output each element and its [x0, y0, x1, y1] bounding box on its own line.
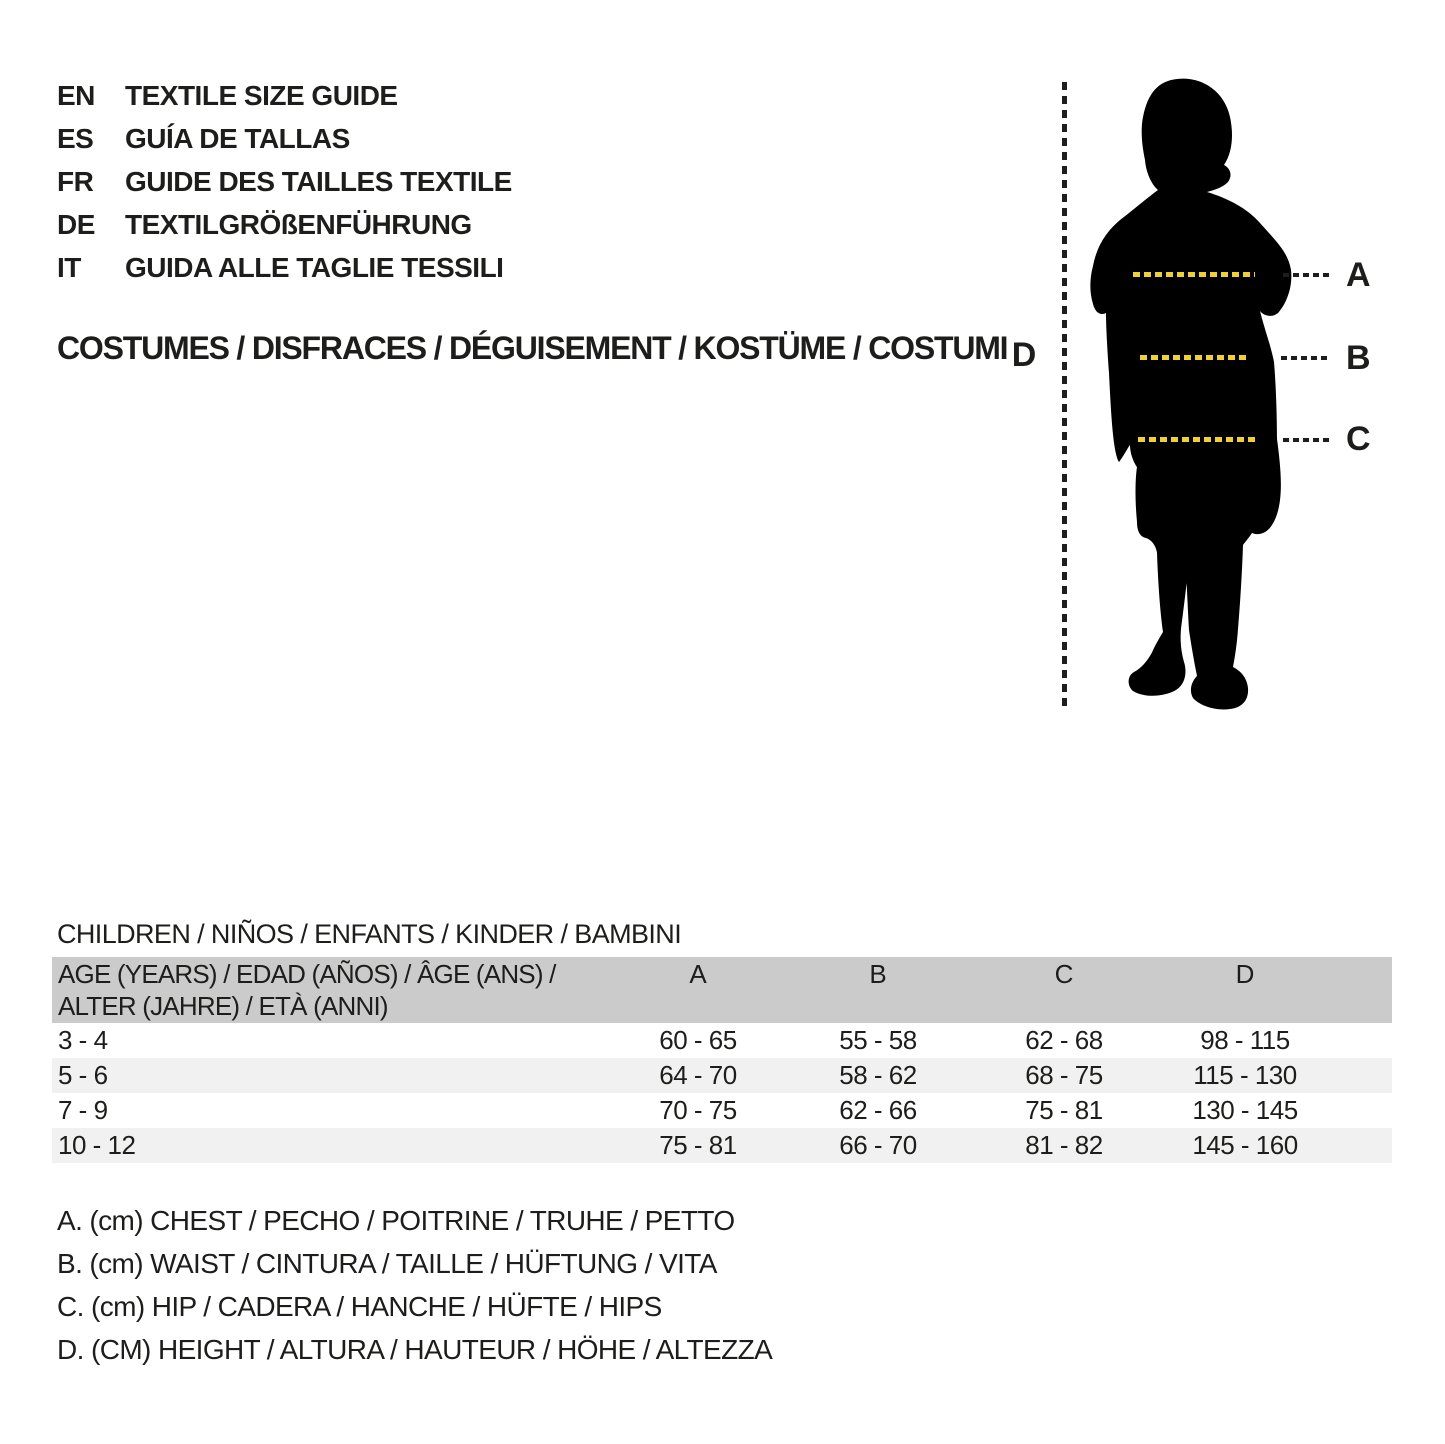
age-cell: 7 - 9	[58, 1095, 108, 1125]
age-cell: 5 - 6	[58, 1060, 108, 1090]
table-row	[52, 1093, 1392, 1128]
hip-cell: 81 - 82	[1025, 1130, 1103, 1160]
language-code: FR	[57, 166, 94, 197]
hip-cell: 68 - 75	[1025, 1060, 1103, 1090]
age-cell: 3 - 4	[58, 1025, 108, 1055]
language-title: TEXTILGRÖßENFÜHRUNG	[125, 209, 472, 240]
legend-waist: B. (cm) WAIST / CINTURA / TAILLE / HÜFTUNG / VITA	[57, 1248, 717, 1279]
language-row-es	[57, 121, 350, 157]
waist-cell: 66 - 70	[839, 1130, 917, 1160]
table-section-title: CHILDREN / NIÑOS / ENFANTS / KINDER / BAMBINI	[57, 919, 682, 949]
language-row-fr	[57, 164, 512, 200]
chest-cell: 60 - 65	[659, 1025, 737, 1055]
chest-measure-line	[1133, 272, 1255, 277]
height-cell: 130 - 145	[1192, 1095, 1298, 1125]
measure-label-c: C	[1346, 420, 1371, 458]
measure-label-a: A	[1346, 256, 1371, 294]
table-row	[52, 1128, 1392, 1163]
language-code: ES	[57, 123, 94, 154]
legend-height: D. (CM) HEIGHT / ALTURA / HAUTEUR / HÖHE / ALTEZZA	[57, 1334, 773, 1365]
language-row-de	[57, 207, 472, 243]
height-dotted-line	[1062, 82, 1067, 712]
age-column-header	[58, 958, 556, 1022]
language-code: DE	[57, 209, 95, 240]
column-header-d: D	[1235, 959, 1255, 989]
hip-cell: 75 - 81	[1025, 1095, 1103, 1125]
age-header-line1: AGE (YEARS) / EDAD (AÑOS) / ÂGE (ANS) /	[58, 959, 556, 989]
language-title: GUIDA ALLE TAGLIE TESSILI	[125, 252, 504, 283]
measure-label-d: D	[1011, 336, 1037, 374]
height-cell: 145 - 160	[1192, 1130, 1298, 1160]
column-header-c: C	[1054, 959, 1074, 989]
language-title: GUÍA DE TALLAS	[125, 123, 350, 154]
table-row	[52, 1058, 1392, 1093]
language-code: IT	[57, 252, 81, 283]
hip-leader-line	[1283, 438, 1331, 442]
chest-cell: 64 - 70	[659, 1060, 737, 1090]
language-code: EN	[57, 80, 95, 111]
waist-leader-line	[1281, 356, 1331, 360]
language-title: TEXTILE SIZE GUIDE	[125, 80, 398, 111]
category-heading: COSTUMES / DISFRACES / DÉGUISEMENT / KOSTÜME / COSTUMI	[57, 330, 1008, 366]
language-row-it	[57, 250, 503, 286]
waist-measure-line	[1140, 355, 1250, 360]
language-row-en	[57, 78, 398, 114]
age-header-line2: ALTER (JAHRE) / ETÀ (ANNI)	[58, 991, 388, 1021]
chest-cell: 70 - 75	[659, 1095, 737, 1125]
waist-cell: 58 - 62	[839, 1060, 917, 1090]
height-cell: 98 - 115	[1200, 1025, 1290, 1055]
hip-measure-line	[1138, 437, 1256, 442]
chest-cell: 75 - 81	[659, 1130, 737, 1160]
measure-label-b: B	[1346, 339, 1371, 377]
table-row	[52, 1023, 1392, 1058]
column-header-a: A	[689, 959, 707, 989]
column-header-b: B	[869, 959, 887, 989]
hip-cell: 62 - 68	[1025, 1025, 1103, 1055]
table-header-row	[52, 957, 1392, 1023]
age-cell: 10 - 12	[58, 1130, 136, 1160]
legend-hip: C. (cm) HIP / CADERA / HANCHE / HÜFTE / HIPS	[57, 1291, 662, 1322]
chest-leader-line	[1283, 273, 1331, 277]
height-cell: 115 - 130	[1193, 1060, 1297, 1090]
waist-cell: 55 - 58	[839, 1025, 917, 1055]
waist-cell: 62 - 66	[839, 1095, 917, 1125]
child-silhouette	[1085, 73, 1295, 718]
legend-chest: A. (cm) CHEST / PECHO / POITRINE / TRUHE / PETTO	[57, 1205, 735, 1236]
language-title: GUIDE DES TAILLES TEXTILE	[125, 166, 512, 197]
